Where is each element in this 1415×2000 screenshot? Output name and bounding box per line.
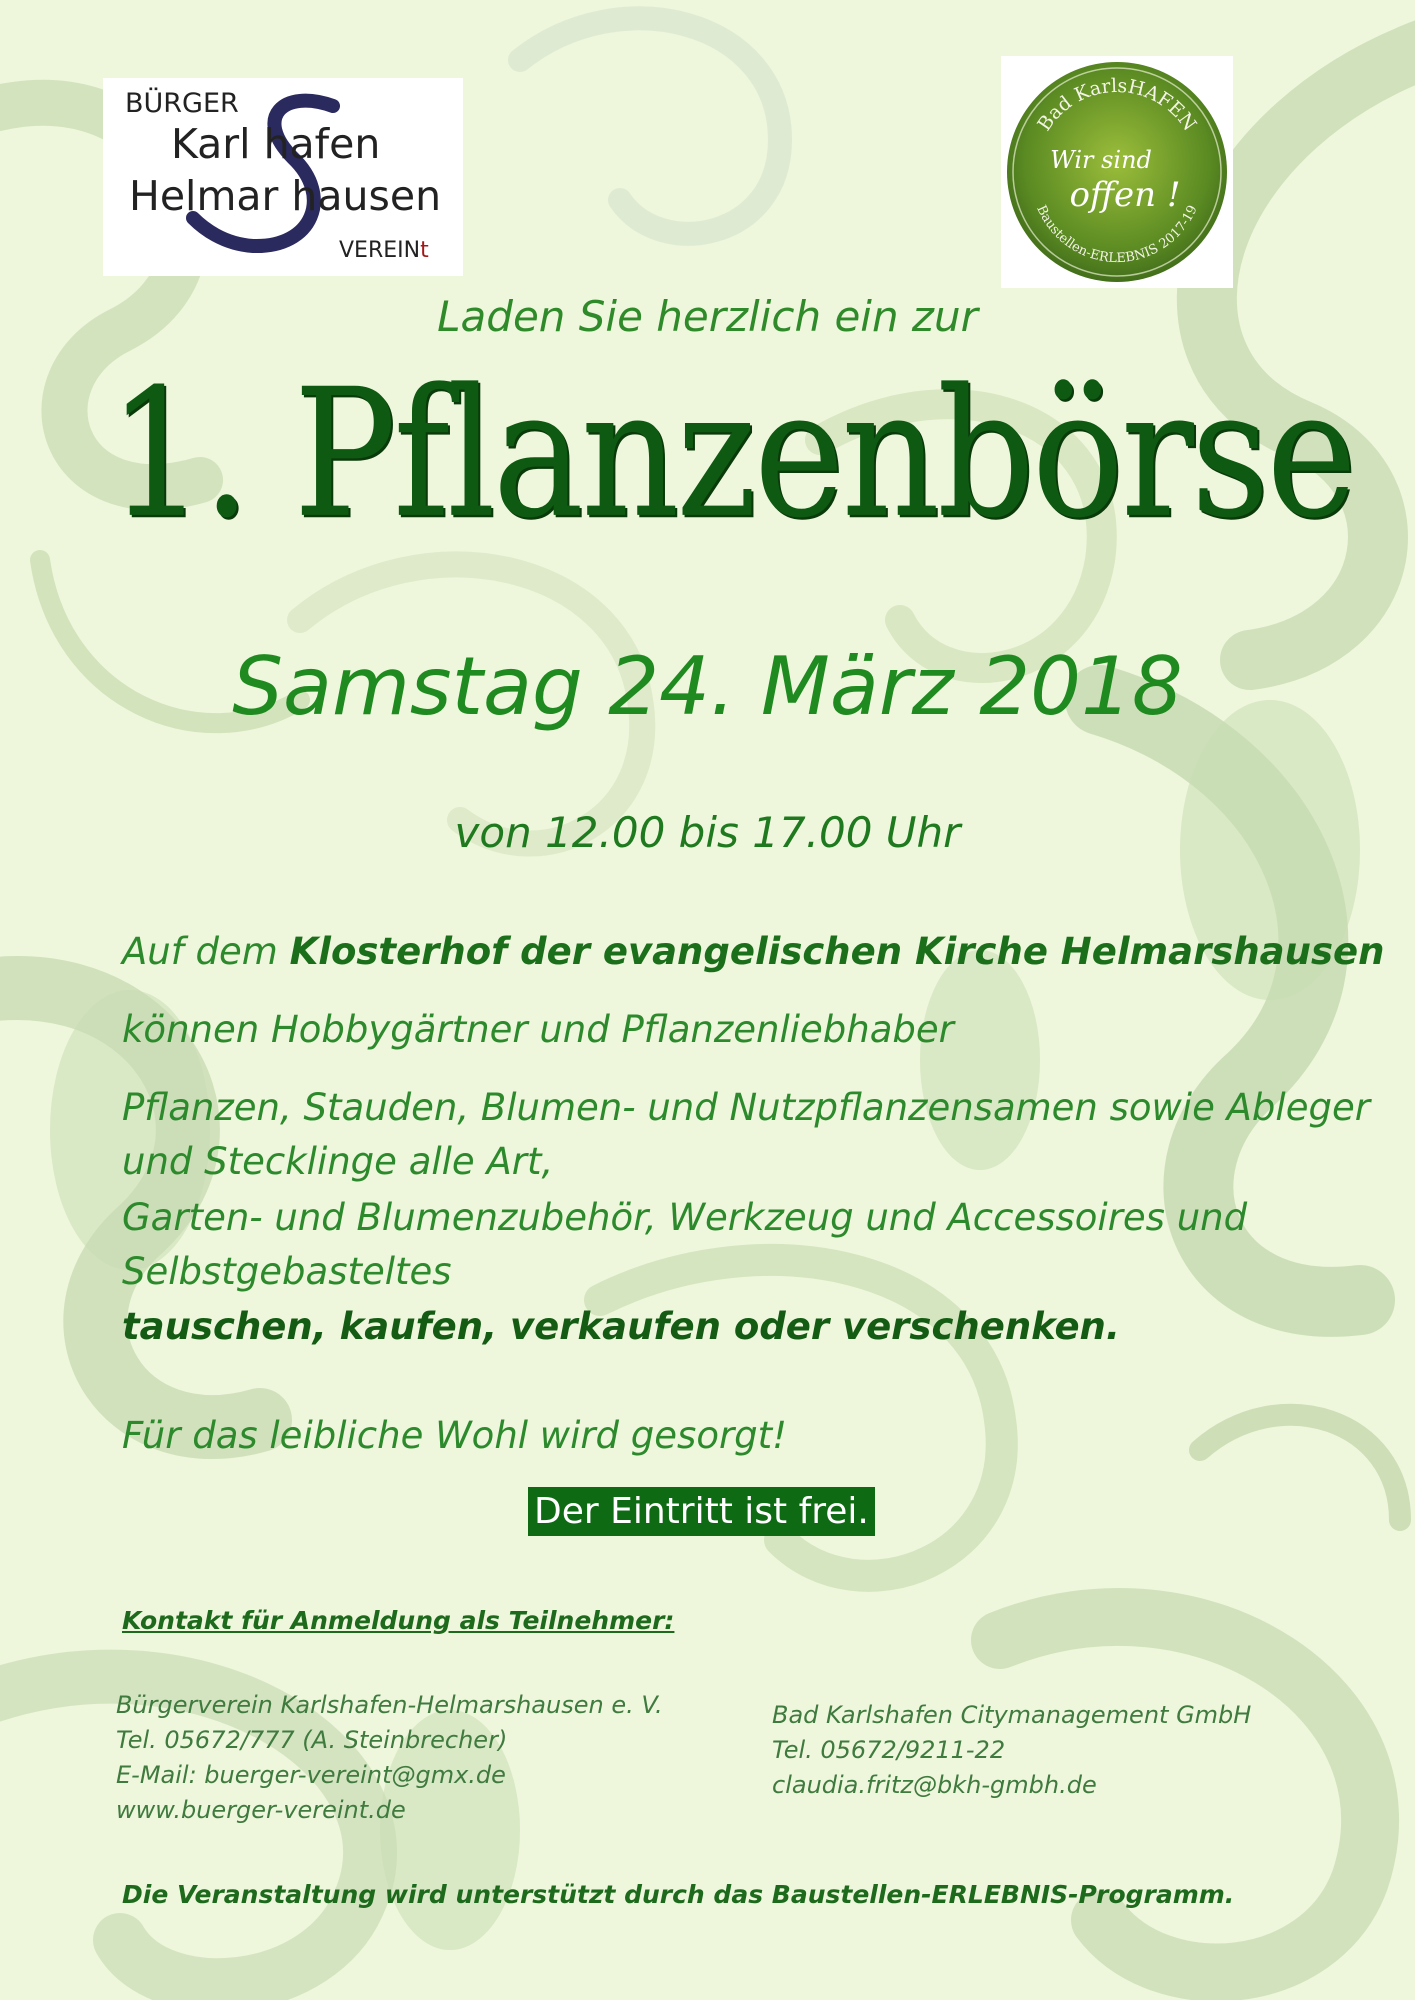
seal-script-line1: Wir sind (1050, 146, 1152, 174)
wir-sind-offen-seal (1001, 56, 1233, 288)
logo-text-vereint: VEREINt (339, 238, 429, 263)
contact-left-email[interactable]: E-Mail: buerger-vereint@gmx.de (116, 1761, 506, 1789)
sponsor-footer: Die Veranstaltung wird unterstützt durch das Baustellen-ERLEBNIS-Programm. (122, 1880, 1235, 1909)
contact-right-org: Bad Karlshafen Citymanagement GmbH (772, 1701, 1252, 1729)
location-name: Klosterhof der evangelischen Kirche Helmarshausen (289, 930, 1385, 973)
buergerverein-logo (103, 78, 463, 276)
seal-bottom-text: Baustellen-ERLEBNIS 2017-19 (1033, 203, 1201, 267)
logo-text-buerger: BÜRGER (125, 88, 239, 119)
event-time: von 12.00 bis 17.00 Uhr (454, 808, 961, 857)
contact-left-block (116, 1688, 663, 1828)
seal-top-text: Bad KarlsHAFEN (1033, 74, 1201, 135)
logo-text-helmarshausen: Helmar hausen (129, 172, 442, 220)
event-title: 1. Pflanzenbörse (108, 352, 1354, 558)
event-date: Samstag 24. März 2018 (232, 640, 1183, 733)
body-line-6: Selbstgebasteltes (122, 1250, 452, 1293)
body-line-5: Garten- und Blumenzubehör, Werkzeug und Accessoires und (122, 1196, 1248, 1239)
body-line-3: Pflanzen, Stauden, Blumen- und Nutzpflanzensamen sowie Ableger (122, 1086, 1370, 1129)
free-entry-badge: Der Eintritt ist frei. (528, 1487, 875, 1536)
seal-script-line2: offen ! (1069, 175, 1181, 215)
contact-right-email[interactable]: claudia.fritz@bkh-gmbh.de (772, 1771, 1097, 1799)
body-line-4: und Stecklinge alle Art, (122, 1140, 554, 1183)
invite-line: Laden Sie herzlich ein zur (437, 292, 978, 341)
logo-text-karlshafen: Karl hafen (171, 120, 381, 168)
location-line: Auf dem Klosterhof der evangelischen Kirche Helmarshausen (122, 930, 1385, 973)
contact-right-block (772, 1698, 1251, 1803)
body-line-7: tauschen, kaufen, verkaufen oder verschenken. (122, 1305, 1120, 1348)
contact-right-phone: Tel. 05672/9211-22 (772, 1736, 1006, 1764)
contact-left-website[interactable]: www.buerger-vereint.de (116, 1796, 406, 1824)
seal-icon (1001, 56, 1233, 288)
contact-left-org: Bürgerverein Karlshafen-Helmarshausen e. V. (116, 1691, 663, 1719)
body-line-2: können Hobbygärtner und Pflanzenliebhaber (122, 1008, 954, 1051)
contact-heading: Kontakt für Anmeldung als Teilnehmer: (122, 1606, 675, 1635)
body-line-8: Für das leibliche Wohl wird gesorgt! (122, 1414, 788, 1457)
contact-left-phone: Tel. 05672/777 (A. Steinbrecher) (116, 1726, 508, 1754)
